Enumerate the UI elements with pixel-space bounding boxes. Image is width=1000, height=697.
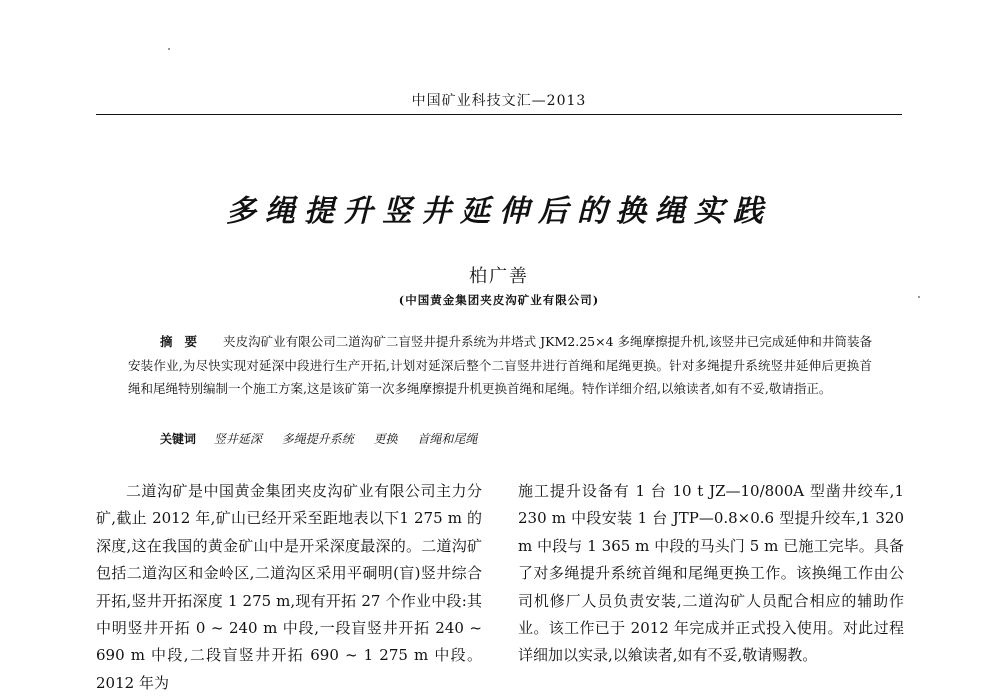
keywords-label: 关键词 (160, 432, 197, 446)
header-rule (96, 114, 902, 115)
abstract-text: 夹皮沟矿业有限公司二道沟矿二盲竖井提升系统为井塔式 JKM2.25×4 多绳摩擦提升机,该竖井已完成延伸和井筒装备安装作业,为尽快实现对延深中段进行生产开拓,计划对延深后整个二盲竖井进行首绳和尾绳更换。针对多绳提升系统竖井延伸后更换首绳和尾绳特别编制一个施工方案,这是该矿第一次多绳摩擦提升机更换首绳和尾绳。特作详细介绍,以飨读者,如有不妥,敬请指正。 (128, 334, 872, 396)
body-paragraph: 二道沟矿是中国黄金集团夹皮沟矿业有限公司主力分矿,截止 2012 年,矿山已经开采至距地表以下1 275 m 的深度,这在我国的黄金矿山中是开采深度最深的。二道沟矿包括二道沟区和金岭区,二道沟区采用平硐明(盲)竖井综合开拓,竖井开拓深度 1 275 m,现有开拓 27 个作业中段:其中明竖井开拓 0 ~ 240 m 中段,一段盲竖井开拓 240 ~ 690 m 中段,二段盲竖井开拓 690 ~ 1 275 m 中段。2012 年为 (96, 482, 482, 692)
keywords (160, 430, 872, 447)
keyword: 竖井延深 (213, 432, 262, 446)
body-column-left (96, 478, 482, 692)
abstract (128, 330, 872, 401)
keyword: 多绳提升系统 (281, 432, 354, 446)
body-column-right (518, 478, 904, 682)
keyword: 首绳和尾绳 (417, 432, 478, 446)
author-name: 柏广善 (469, 266, 529, 287)
keyword: 更换 (373, 432, 398, 446)
scan-speck (168, 48, 170, 50)
scan-speck (918, 296, 920, 298)
journal-header: 中国矿业科技文汇—2013 (411, 93, 587, 109)
article-title: 多绳提升竖井延伸后的换绳实践 (226, 194, 772, 229)
abstract-label: 摘要 (160, 334, 210, 349)
author-affiliation: (中国黄金集团夹皮沟矿业有限公司) (398, 293, 600, 307)
body-paragraph: 施工提升设备有 1 台 10 t JZ—10/800A 型凿井绞车,1 230 m 中段安装 1 台 JTP—0.8×0.6 型提升绞车,1 320 m 中段与 1 365 m 中段的马头门 5 m 已施工完毕。具备了对多绳提升系统首绳和尾绳更换工作。该换绳工作由公司机修厂人员负责安装,二道沟矿人员配合相应的辅助作业。该工作已于 2012 年完成并正式投入使用。对此过程详细加以实录,以飨读者,如有不妥,敬请赐教。 (518, 482, 904, 665)
